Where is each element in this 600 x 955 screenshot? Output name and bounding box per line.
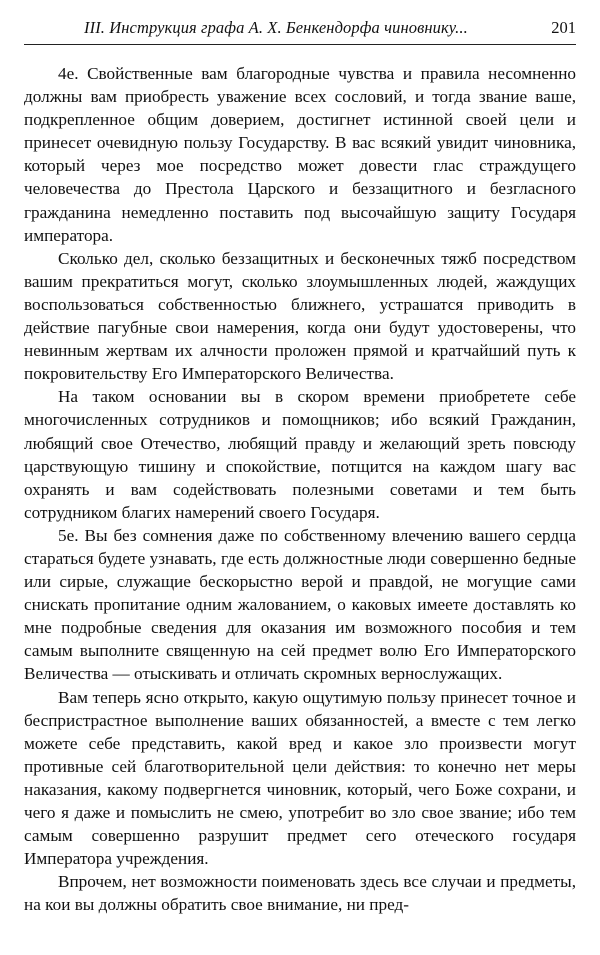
paragraph-continued: Впрочем, нет возможности поименовать здесь все случаи и предметы, на кои вы должны обратить свое внимание, ни пред- (24, 872, 576, 915)
paragraph-5e: 5е. Вы без сомнения даже по собственному влечению вашего сердца стараться будете узнавать, где есть должностные люди совершенно бедные или сирые, служащие бескорыстно верой и правдой, не могущие сами снискать пропитание одним жалованием, о каковых имеете доставлять ко мне подробные сведения для оказания им возможного пособия и тем самым выполните священную на сей предмет волю Его Императорского Величества — отыскивать и отличать скромных верноcлужащих. (24, 525, 576, 684)
page-number: 201 (551, 18, 576, 37)
paragraph: Вам теперь ясно открыто, какую ощутимую пользу принесет точное и беспристрастное выполнение ваших обязанностей, а вместе с тем легко можете себе представить, какой вред и какое зло произвести могут противные сей благотворительной цели действия: то конечно нет меры наказания, какому подвергнется чиновник, который, чего Боже сохрани, и чего я даже и помыслить не смею, употребит во зло свое звание; ибо тем самым совершенно разрушит предмет сего отеческого государя Императора учреждения. (24, 687, 576, 869)
paragraph-4e: 4е. Свойственные вам благородные чувства и правила несомненно должны вам приобресть уважение всех сословий, и тогда звание ваше, подкрепленное общим доверием, достигнет истинной своей цели и принесет очевидную пользу Государству. В вас всякий увидит чиновника, который через мое посредство может довести глас страждущего человечества до Престола Царского и беззащитного и безгласного гражданина немедленно поставить под высочайшую защиту Государя императора. (24, 64, 576, 245)
running-head (24, 18, 576, 45)
running-head-title: III. Инструкция графа А. Х. Бенкендорфа чиновнику... (84, 18, 468, 37)
body-text (24, 62, 576, 916)
paragraph: Сколько дел, сколько беззащитных и бесконечных тяжб посредством вашим прекратиться могут, сколько злоумышленных людей, жаждущих воспользоваться собственностью ближнего, устрашатся приводить в действие пагубные свои намерения, когда они будут удостоверены, что невинным жертвам их алчности проложен прямой и кратчайший путь к покровительству Его Императорского Величества. (24, 248, 576, 384)
paragraph: На таком основании вы в скором времени приобретете себе многочисленных сотрудников и помощников; ибо всякий Гражданин, любящий свое Отечество, любящий правду и желающий зреть повсюду царствующую тишину и спокойствие, потщится на каждом шагу вас охранять и вам содействовать полезными советами и тем быть сотрудником благих намерений своего Государя. (24, 387, 576, 522)
